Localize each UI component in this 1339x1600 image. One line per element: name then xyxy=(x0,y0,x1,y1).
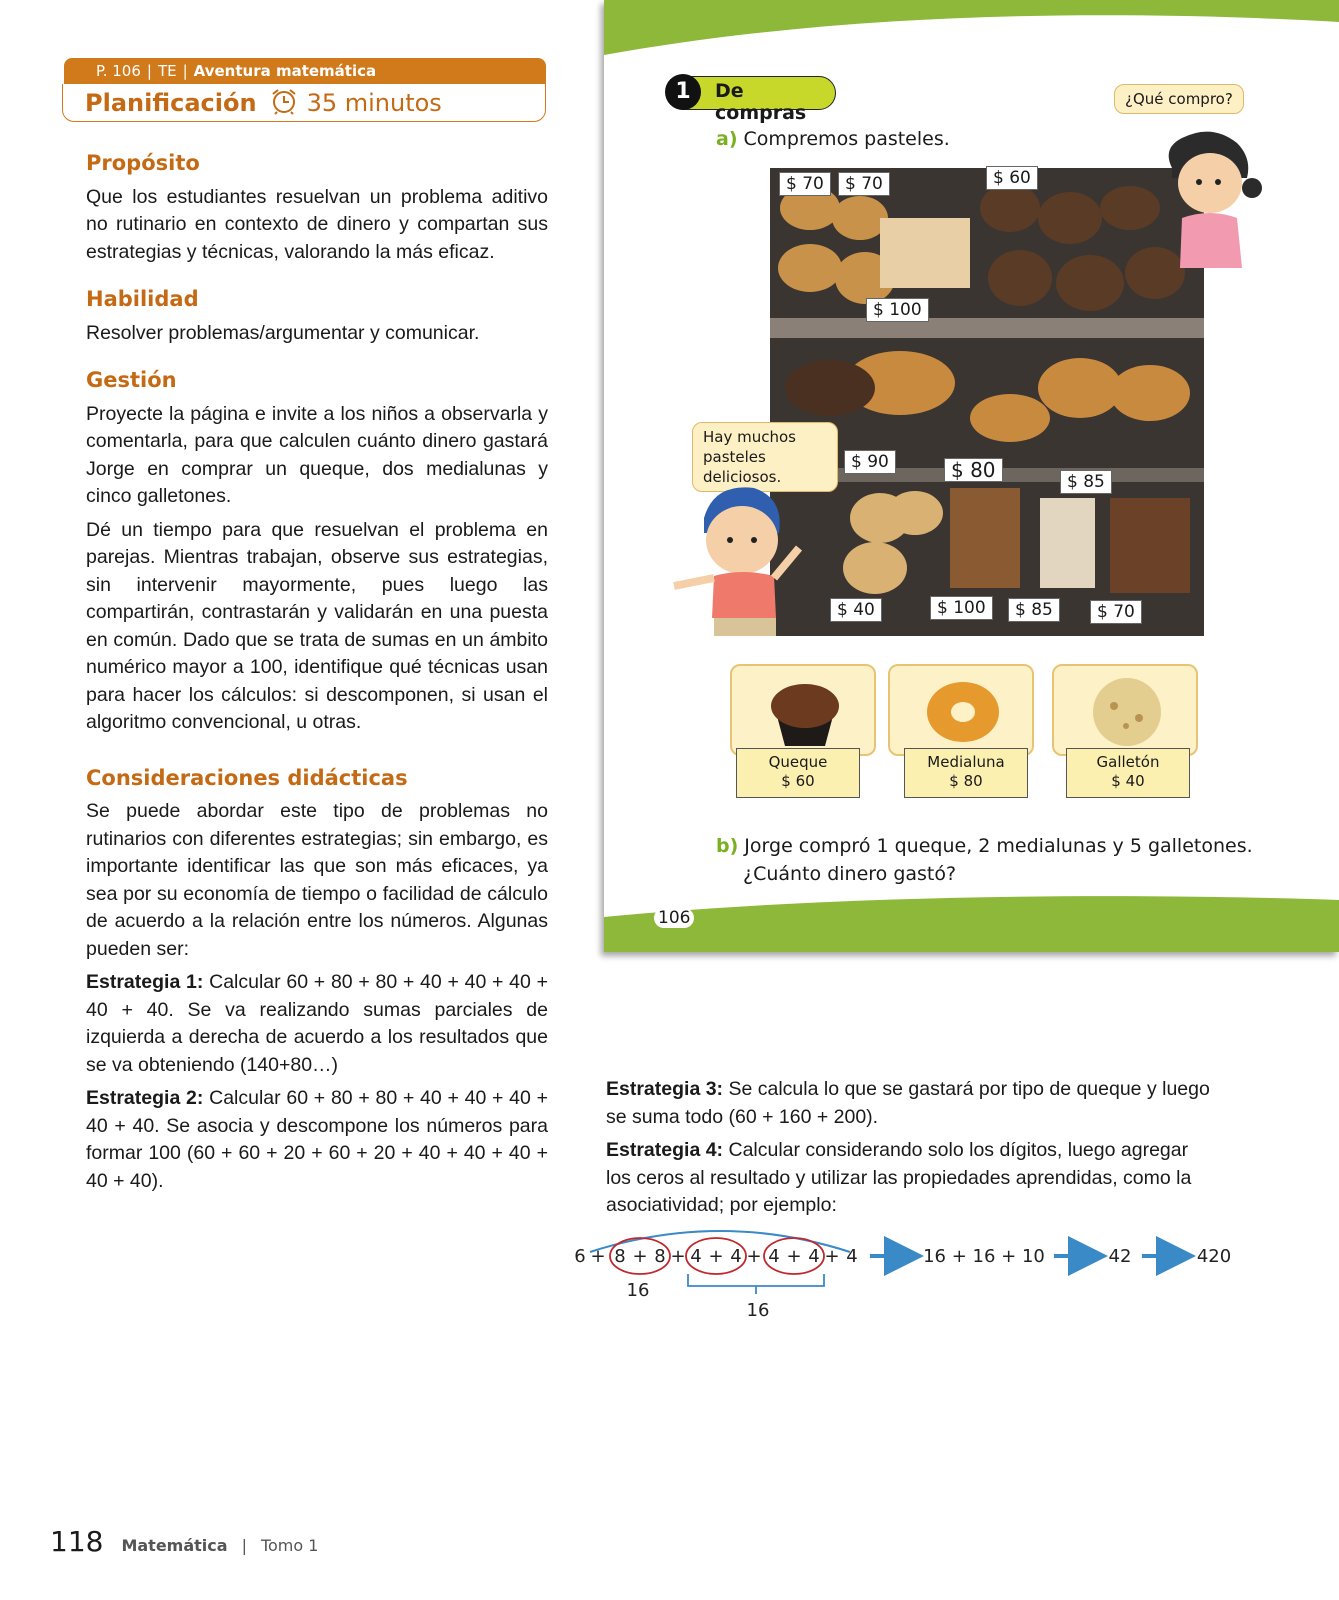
bakery-display-photo xyxy=(770,168,1204,636)
math-term: + xyxy=(786,1246,802,1267)
partial-sum-left: 16 xyxy=(626,1280,650,1301)
activity-number: 1 xyxy=(665,74,701,110)
math-term: + xyxy=(824,1246,840,1267)
question-b-line-2: ¿Cuánto dinero gastó? xyxy=(743,863,957,885)
question-a-text: Compremos pasteles. xyxy=(743,128,950,150)
strategy-4-text: Calcular considerando solo los dígitos, luego agregar los ceros al resultado y utilizar las propiedades aprendidas, como la asociatividad; por ejemplo: xyxy=(606,1139,1192,1216)
planning-duration: 35 minutos xyxy=(306,88,442,117)
green-bottom-band xyxy=(604,892,1339,952)
price-tag: $ 70 xyxy=(779,172,831,196)
boy-character-illustration xyxy=(664,478,814,638)
footer-subject: Matemática xyxy=(121,1536,228,1555)
product-card-queque xyxy=(730,664,876,756)
math-term: + xyxy=(708,1246,724,1267)
activity-title: De compras xyxy=(715,80,807,124)
price-tag: $ 60 xyxy=(986,166,1038,190)
product-card-medialuna xyxy=(888,664,1034,756)
muffin-icon xyxy=(732,666,878,758)
strategy-1 xyxy=(86,969,548,1079)
math-term: 6 xyxy=(574,1246,586,1267)
step-1-expression: 16 + 16 + 10 xyxy=(923,1246,1045,1267)
product-label-medialuna xyxy=(904,748,1028,798)
product-name: Medialuna xyxy=(927,753,1005,771)
text-consideraciones: Se puede abordar este tipo de problemas no rutinarios con diferentes estrategias; sin embargo, es importante identificar las que son más eficaces, ya sea por su economía de tiempo o facilidad de cálculo de acuerdo a la relación entre los números. Algunas pueden ser: xyxy=(86,800,548,960)
math-term: 4 xyxy=(808,1246,820,1267)
bracket xyxy=(688,1274,824,1294)
math-term: 4 xyxy=(846,1246,858,1267)
question-a-letter: a) xyxy=(716,128,738,150)
price-tag: $ 40 xyxy=(830,598,882,622)
product-price: $ 60 xyxy=(781,772,815,790)
product-price: $ 40 xyxy=(1111,772,1145,790)
header-tag-bar: P. 106 | TE | Aventura matemática xyxy=(64,58,546,84)
step-3-result: 420 xyxy=(1196,1246,1232,1267)
right-strategies xyxy=(606,1076,1214,1226)
math-term: + xyxy=(590,1246,606,1267)
price-tag: $ 85 xyxy=(1060,470,1112,494)
price-tag: $ 70 xyxy=(838,172,890,196)
price-tag: $ 85 xyxy=(1008,598,1060,622)
girl-speech-bubble: ¿Qué compro? xyxy=(1114,84,1244,114)
math-term: + xyxy=(746,1246,762,1267)
footer-separator: | xyxy=(241,1536,247,1555)
math-term: + xyxy=(670,1246,686,1267)
alarm-clock-icon xyxy=(269,87,299,119)
strategy-4-diagram xyxy=(574,1230,1280,1350)
partial-sum-right: 16 xyxy=(746,1300,770,1321)
math-term: 8 xyxy=(654,1246,666,1267)
product-card-galleton xyxy=(1052,664,1198,756)
boy-bubble-line-1: Hay muchos xyxy=(703,428,796,446)
question-b xyxy=(716,832,1253,888)
question-a xyxy=(716,128,950,150)
question-b-line-1: Jorge compró 1 queque, 2 medialunas y 5 galletones. xyxy=(744,835,1253,857)
strategy-3-label: Estrategia 3: xyxy=(606,1078,724,1100)
text-gestion-2: Dé un tiempo para que resuelvan el problema en parejas. Mientras trabajan, observe sus estrategias, sin intervenir mayormente, pues luego las compartirán, contrastarán y validarán en una puesta en común. Dado que se trata de sumas en un ámbito numérico mayor a 100, identifique qué técnicas usan para hacer los cálculos: si descomponen, si usan el algoritmo convencional, u otras. xyxy=(86,518,548,733)
product-price: $ 80 xyxy=(949,772,983,790)
strategy-4 xyxy=(606,1137,1214,1220)
text-proposito: Que los estudiantes resuelvan un problema aditivo no rutinario en contexto de dinero y compartan sus estrategias y técnicas, valorando la más eficaz. xyxy=(86,185,548,263)
te-label: TE xyxy=(157,62,177,80)
question-b-letter: b) xyxy=(716,835,739,857)
text-gestion-1: Proyecte la página e invite a los niños a observarla y comentarla, para que calculen cuánto dinero gastará Jorge en comprar un queque, dos medialunas y cinco galletones. xyxy=(86,402,548,507)
footer-volume: Tomo 1 xyxy=(260,1536,319,1555)
strategy-1-text: Calcular 60 + 80 + 80 + 40 + 40 + 40 + 40 + 40. Se va realizando sumas parciales de izquierda a derecha de acuerdo a los resultados que se va obteniendo (140+80…) xyxy=(86,971,548,1076)
heading-proposito: Propósito xyxy=(86,151,200,175)
text-habilidad: Resolver problemas/argumentar y comunicar. xyxy=(86,321,480,344)
math-term: 4 xyxy=(690,1246,702,1267)
left-column xyxy=(86,150,548,1201)
planning-title: Planificación xyxy=(85,88,257,117)
price-tag: $ 100 xyxy=(930,596,993,620)
price-tag: $ 80 xyxy=(944,458,1003,482)
girl-character-illustration xyxy=(1152,118,1272,278)
strategy-1-label: Estrategia 1: xyxy=(86,971,204,993)
boy-bubble-line-2: pasteles deliciosos. xyxy=(703,448,782,486)
price-tag: $ 90 xyxy=(844,450,896,474)
green-top-band xyxy=(604,0,1339,60)
strategy-2-label: Estrategia 2: xyxy=(86,1087,204,1109)
strategy-4-label: Estrategia 4: xyxy=(606,1139,724,1161)
math-term: + xyxy=(632,1246,648,1267)
planning-box xyxy=(62,84,546,122)
price-tag: $ 100 xyxy=(866,298,929,322)
math-term: 8 xyxy=(614,1246,626,1267)
textbook-page-number: 106 xyxy=(654,908,694,928)
step-2-result: 42 xyxy=(1108,1246,1132,1267)
strategy-2-text: Calcular 60 + 80 + 80 + 40 + 40 + 40 + 40 + 40. Se asocia y descompone los números para formar 100 (60 + 60 + 20 + 60 + 20 + 40 + 40 + 40 + 40 + 40). xyxy=(86,1087,548,1192)
heading-habilidad: Habilidad xyxy=(86,287,199,311)
math-term: 4 xyxy=(768,1246,780,1267)
product-label-galleton xyxy=(1066,748,1190,798)
product-label-queque xyxy=(736,748,860,798)
price-tag: $ 70 xyxy=(1090,600,1142,624)
page-ref: P. 106 xyxy=(96,62,141,80)
footer-page-number: 118 xyxy=(50,1525,104,1558)
product-name: Galletón xyxy=(1096,753,1160,771)
product-name: Queque xyxy=(768,753,828,771)
cookie-icon xyxy=(1054,666,1200,758)
strategy-3 xyxy=(606,1076,1214,1131)
section-title: Aventura matemática xyxy=(193,62,377,80)
strategy-2 xyxy=(86,1085,548,1195)
heading-gestion: Gestión xyxy=(86,368,177,392)
textbook-page xyxy=(604,0,1339,952)
croissant-icon xyxy=(890,666,1036,758)
math-term: 4 xyxy=(730,1246,742,1267)
strategy-3-text: Se calcula lo que se gastará por tipo de queque y luego se suma todo (60 + 160 + 200). xyxy=(606,1078,1210,1128)
page-footer xyxy=(50,1525,318,1558)
activity-badge xyxy=(666,76,836,124)
heading-consideraciones: Consideraciones didácticas xyxy=(86,765,408,790)
